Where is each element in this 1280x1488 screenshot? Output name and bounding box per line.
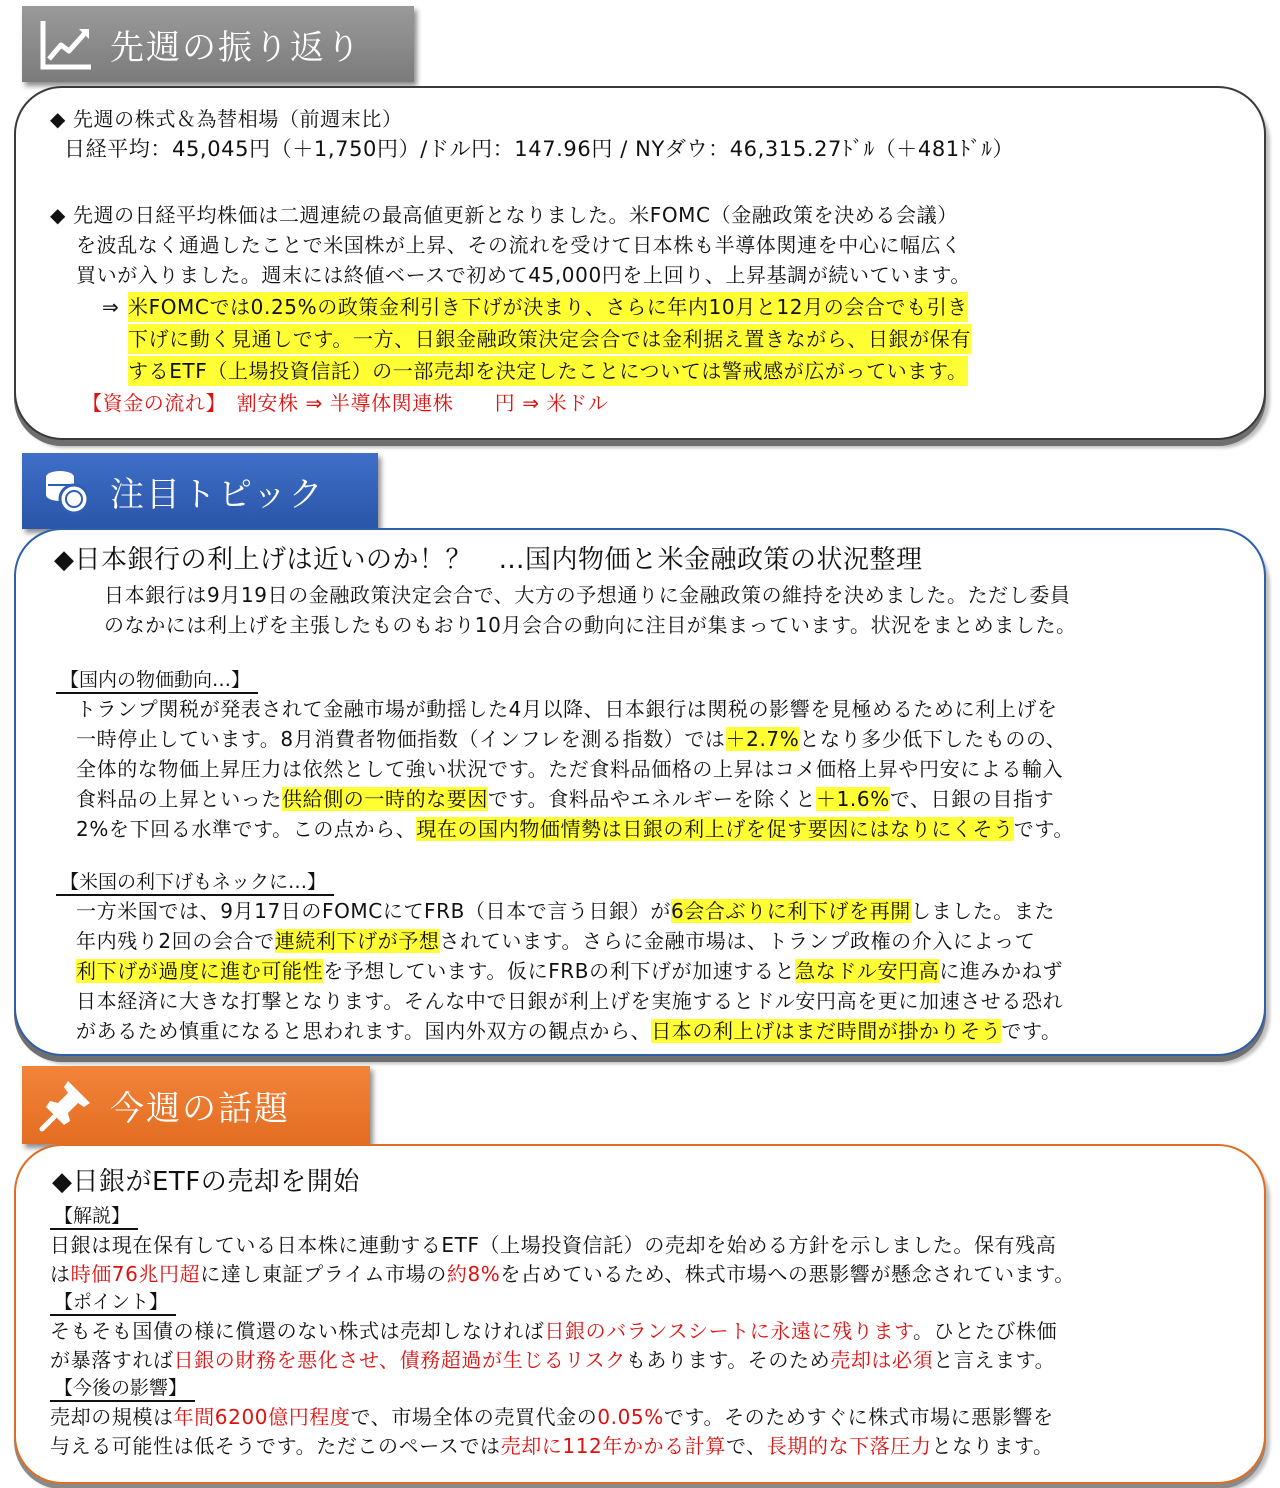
prices-line-3: 全体的な物価上昇圧力は依然として強い状況です。ただ食料品価格の上昇はコメ価格上昇や円安による輸入 — [76, 757, 1064, 781]
highlight-line-3: するETF（上場投資信託）の一部売却を決定したことについては警戒感が広がっています。 — [128, 356, 968, 386]
us-line-2: 年内残り2回の会合で連続利下げが予想されています。さらに金融市場は、トランプ政権の介入によって — [76, 929, 1036, 953]
section-title: 今週の話題 — [110, 1088, 290, 1129]
point-line-1: そもそも国債の様に償還のない株式は売却しなければ日銀のバランスシートに永遠に残ります。ひとたび株価 — [50, 1319, 1058, 1343]
section-tab-topic — [22, 453, 378, 529]
subheading-explanation: 【解説】 — [50, 1204, 138, 1230]
market-heading: ◆ 先週の株式＆為替相場（前週末比） — [50, 107, 403, 131]
subheading-impact: 【今後の影響】 — [50, 1376, 195, 1402]
highlight-line-2: 下げに動く見通しです。一方、日銀金融政策決定会合では金利据え置きながら、日銀が保有 — [128, 324, 971, 354]
us-line-4: 日本経済に大きな打撃となります。そんな中で日銀が利上げを実施するとドル安円高を更に加速させる恐れ — [76, 989, 1064, 1013]
last-week-box — [14, 86, 1266, 440]
prices-line-2: 一時停止しています。8月消費者物価指数（インフレを測る指数）では＋2.7%となり多少低下したものの、 — [76, 727, 1067, 751]
subheading-prices: 【国内の物価動向…】 — [56, 668, 258, 694]
impact-line-1: 売却の規模は年間6200億円程度で、市場全体の売買代金の0.05%です。そのためすぐに株式市場に悪影響を — [50, 1405, 1054, 1429]
explanation-line-2: は時価76兆円超に達し東証プライム市場の約8%を占めているため、株式市場への悪影響が懸念されています。 — [50, 1262, 1075, 1286]
summary-line-3: 買いが入りました。週末には終値ベースで初めて45,000円を上回り、上昇基調が続いています。 — [76, 263, 971, 287]
this-week-box — [14, 1144, 1266, 1484]
highlight-line-1: 米FOMCでは0.25%の政策金利引き下げが決まり、さらに年内10月と12月の会合でも引き — [128, 292, 968, 322]
subheading-us-rates: 【米国の利下げもネックに…】 — [56, 870, 334, 896]
point-line-2: が暴落すれば日銀の財務を悪化させ、債務超過が生じるリスクもあります。そのため売却は必須と言えます。 — [50, 1348, 1056, 1372]
impact-line-2: 与える可能性は低そうです。ただこのペースでは売却に112年かかる計算で、長期的な下落圧力となります。 — [50, 1434, 1054, 1458]
intro-line-2: のなかには利上げを主張したものもおり10月会合の動向に注目が集まっています。状況をまとめました。 — [104, 613, 1077, 637]
subheading-point: 【ポイント】 — [50, 1290, 176, 1316]
us-line-3: 利下げが過度に進む可能性を予想しています。仮にFRBの利下げが加速すると急なドル安円高に進みかねず — [76, 959, 1063, 983]
prices-line-5: 2%を下回る水準です。この点から、現在の国内物価情勢は日銀の利上げを促す要因にはなりにくそうです。 — [76, 817, 1074, 841]
prices-line-1: トランプ関税が発表されて金融市場が動揺した4月以降、日本銀行は関税の影響を見極めるために利上げを — [76, 697, 1058, 721]
money-flow: 【資金の流れ】 割安株 ⇒ 半導体関連株 円 ⇒ 米ドル — [82, 391, 609, 415]
section-tab-last-week — [22, 6, 414, 82]
section-title: 注目トピック — [110, 474, 325, 515]
prices-line-4: 食料品の上昇といった供給側の一時的な要因です。食料品やエネルギーを除くと＋1.6%で、日銀の目指す — [76, 787, 1055, 811]
chart-trend-icon — [36, 14, 96, 74]
market-figures: 日経平均：45,045円（＋1,750円）/ドル円：147.96円 / NYダウ：46,315.27ﾄﾞﾙ（＋481ﾄﾞﾙ） — [64, 137, 1015, 161]
arrow-mark: ⇒ — [102, 295, 120, 319]
intro-line-1: 日本銀行は9月19日の金融政策決定会合で、大方の予想通りに金融政策の維持を決めました。ただし委員 — [104, 583, 1071, 607]
summary-line-1: ◆ 先週の日経平均株価は二週連続の最高値更新となりました。米FOMC（金融政策を決める会議） — [50, 203, 958, 227]
us-line-5: があるため慎重になると思われます。国内外双方の観点から、日本の利上げはまだ時間が掛かりそうです。 — [76, 1019, 1062, 1043]
coins-icon — [36, 461, 96, 521]
section-tab-this-week — [22, 1066, 370, 1144]
summary-line-2: を波乱なく通過したことで米国株が上昇、その流れを受けて日本株も半導体関連を中心に幅広く — [76, 233, 962, 257]
pushpin-icon — [36, 1075, 96, 1135]
explanation-line-1: 日銀は現在保有している日本株に連動するETF（上場投資信託）の売却を始める方針を示しました。保有残高 — [50, 1233, 1057, 1257]
us-line-1: 一方米国では、9月17日のFOMCにてFRB（日本で言う日銀）が6会合ぶりに利下げを再開しました。また — [76, 899, 1056, 923]
topic-heading: ◆日本銀行の利上げは近いのか！？ …国内物価と米金融政策の状況整理 — [54, 545, 923, 575]
section-title: 先週の振り返り — [110, 27, 362, 68]
topic-box — [14, 528, 1266, 1056]
this-week-heading: ◆日銀がETFの売却を開始 — [52, 1167, 360, 1197]
